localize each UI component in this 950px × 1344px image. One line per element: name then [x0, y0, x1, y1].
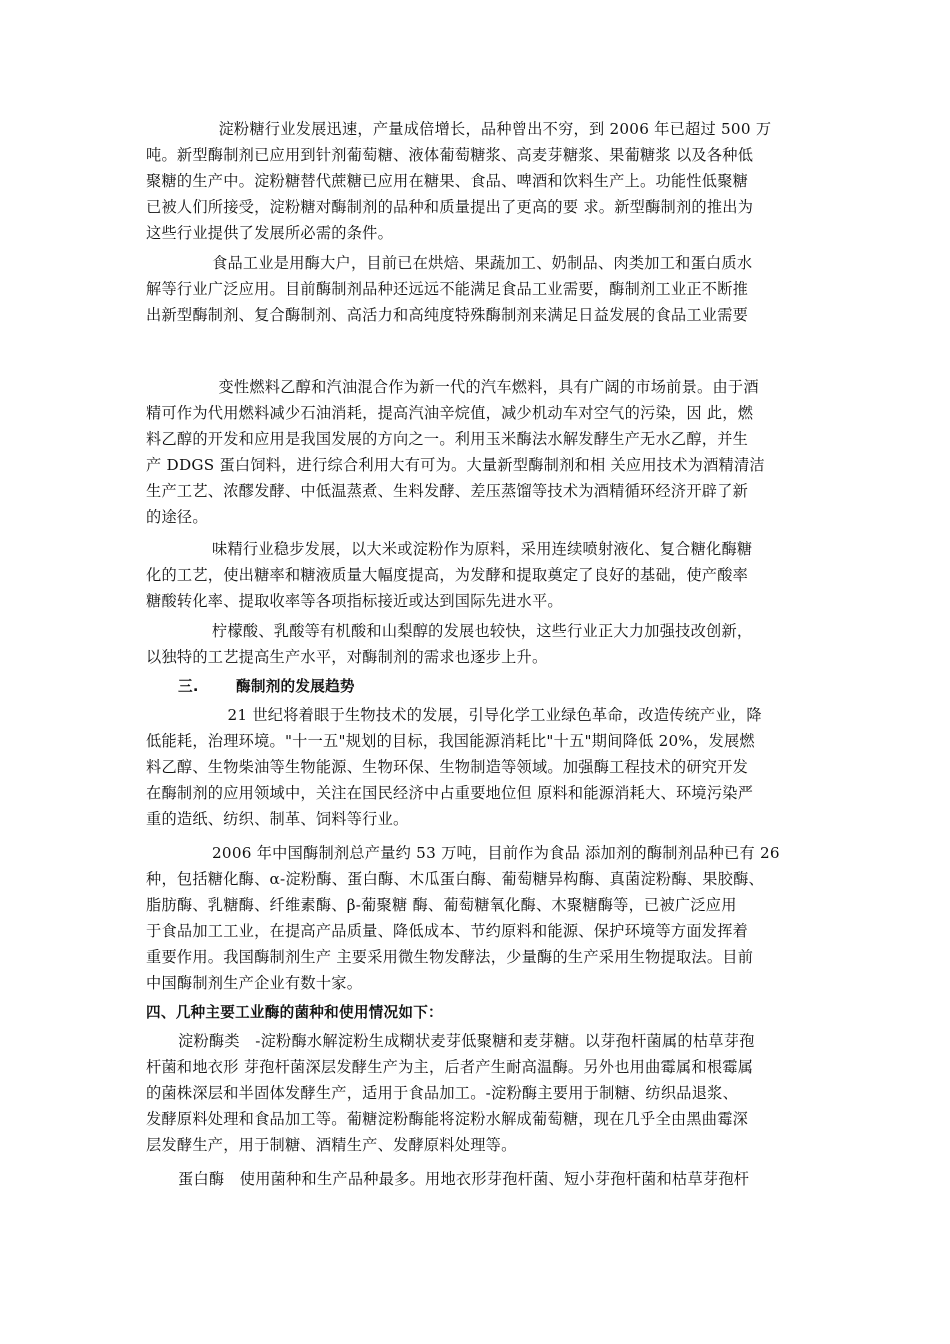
text-line: 的途径。: [146, 508, 208, 526]
section-heading: [0, 674, 900, 700]
text-line: 中国酶制剂生产企业有数十家。: [146, 974, 363, 992]
text-line: 发酵原料处理和食品加工等。葡糖淀粉酶能将淀粉水解成葡萄糖，现在几乎全由黑曲霉深: [146, 1110, 749, 1128]
text-line: 料乙醇的开发和应用是我国发展的方向之一。利用玉米酶法水解发酵生产无水乙醇，并生: [146, 430, 749, 448]
text-line: 柠檬酸、乳酸等有机酸和山梨醇的发展也较快，这些行业正大力加强技改创新，: [212, 622, 753, 640]
text-line: 杆菌和地衣形 芽孢杆菌深层发酵生产为主，后者产生耐高温酶。另外也用曲霉属和根霉属: [146, 1058, 754, 1076]
text-line: 蛋白酶 使用菌种和生产品种最多。用地衣形芽孢杆菌、短小芽孢杆菌和枯草芽孢杆: [178, 1170, 750, 1188]
text-line: 精可作为代用燃料减少石油消耗，提高汽油辛烷值，减少机动车对空气的污染，因 此，燃: [146, 404, 754, 422]
text-line: 在酶制剂的应用领域中，关注在国民经济中占重要地位但 原料和能源消耗大、环境污染严: [146, 784, 754, 802]
text-line: 以独特的工艺提高生产水平，对酶制剂的需求也逐步上升。: [146, 648, 548, 666]
text-line: 聚糖的生产中。淀粉糖替代蔗糖已应用在糖果、食品、啤酒和饮料生产上。功能性低聚糖: [146, 172, 749, 190]
text-line: 淀粉糖行业发展迅速，产量成倍增长，品种曾出不穷，到 2006 年已超过 500 万: [203, 120, 772, 138]
text-line: 这些行业提供了发展所必需的条件。: [146, 224, 393, 242]
text-line: 2006 年中国酶制剂总产量约 53 万吨，目前作为食品 添加剂的酶制剂品种已有 26: [212, 844, 780, 862]
text-line: 层发酵生产，用于制糖、酒精生产、发酵原料处理等。: [146, 1136, 517, 1154]
text-line: 的菌株深层和半固体发酵生产，适用于食品加工。-淀粉酶主要用于制糖、纺织品退浆、: [146, 1084, 739, 1102]
text-line: 脂肪酶、乳糖酶、纤维素酶、β-葡聚糖 酶、葡萄糖氧化酶、木聚糖酶等，已被广泛应用: [146, 896, 737, 914]
text-line: 重的造纸、纺织、制革、饲料等行业。: [146, 810, 409, 828]
text-line: 已被人们所接受，淀粉糖对酶制剂的品种和质量提出了更高的要 求。新型酶制剂的推出为: [146, 198, 754, 216]
text-line: 产 DDGS 蛋白饲料，进行综合利用大有可为。大量新型酶制剂和相 关应用技术为酒精清洁: [146, 456, 765, 474]
text-line: 食品工业是用酶大户，目前已在烘焙、果蔬加工、奶制品、肉类加工和蛋白质水: [212, 254, 753, 272]
text-line: 低能耗，治理环境。"十一五"规划的目标，我国能源消耗比"十五"期间降低 20%，发展燃: [146, 732, 755, 750]
text-line: 糖酸转化率、提取收率等各项指标接近或达到国际先进水平。: [146, 592, 563, 610]
section-title: 酶制剂的发展趋势: [236, 678, 355, 695]
section-heading: 四、几种主要工业酶的菌种和使用情况如下：: [146, 1004, 443, 1021]
text-line: 生产工艺、浓醪发酵、中低温蒸煮、生料发酵、差压蒸馏等技术为酒精循环经济开辟了新: [146, 482, 749, 500]
text-line: 种，包括糖化酶、α-淀粉酶、蛋白酶、木瓜蛋白酶、葡萄糖异构酶、真菌淀粉酶、果胶酶、: [146, 870, 764, 888]
text-line: 解等行业广泛应用。目前酶制剂品种还远远不能满足食品工业需要，酶制剂工业正不断推: [146, 280, 749, 298]
text-line: 出新型酶制剂、复合酶制剂、高活力和高纯度特殊酶制剂来满足日益发展的食品工业需要: [146, 306, 749, 324]
text-line: 味精行业稳步发展，以大米或淀粉作为原料，采用连续喷射液化、复合糖化酶糖: [212, 540, 753, 558]
text-line: 吨。新型酶制剂已应用到针剂葡萄糖、液体葡萄糖浆、高麦芽糖浆、果葡糖浆 以及各种低: [146, 146, 754, 164]
text-line: 于食品加工工业，在提高产品质量、降低成本、节约原料和能源、保护环境等方面发挥着: [146, 922, 749, 940]
text-line: 料乙醇、生物柴油等生物能源、生物环保、生物制造等领域。加强酶工程技术的研究开发: [146, 758, 749, 776]
text-line: 淀粉酶类 -淀粉酶水解淀粉生成糊状麦芽低聚糖和麦芽糖。以芽孢杆菌属的枯草芽孢: [178, 1032, 755, 1050]
text-line: 变性燃料乙醇和汽油混合作为新一代的汽车燃料，具有广阔的市场前景。由于酒: [203, 378, 759, 396]
section-number: 三.: [178, 678, 199, 695]
text-line: 21 世纪将着眼于生物技术的发展，引导化学工业绿色革命，改造传统产业，降: [212, 706, 762, 724]
text-line: 化的工艺，使出糖率和糖液质量大幅度提高，为发酵和提取奠定了良好的基础，使产酸率: [146, 566, 749, 584]
text-line: 重要作用。我国酶制剂生产 主要采用微生物发酵法，少量酶的生产采用生物提取法。目前: [146, 948, 754, 966]
